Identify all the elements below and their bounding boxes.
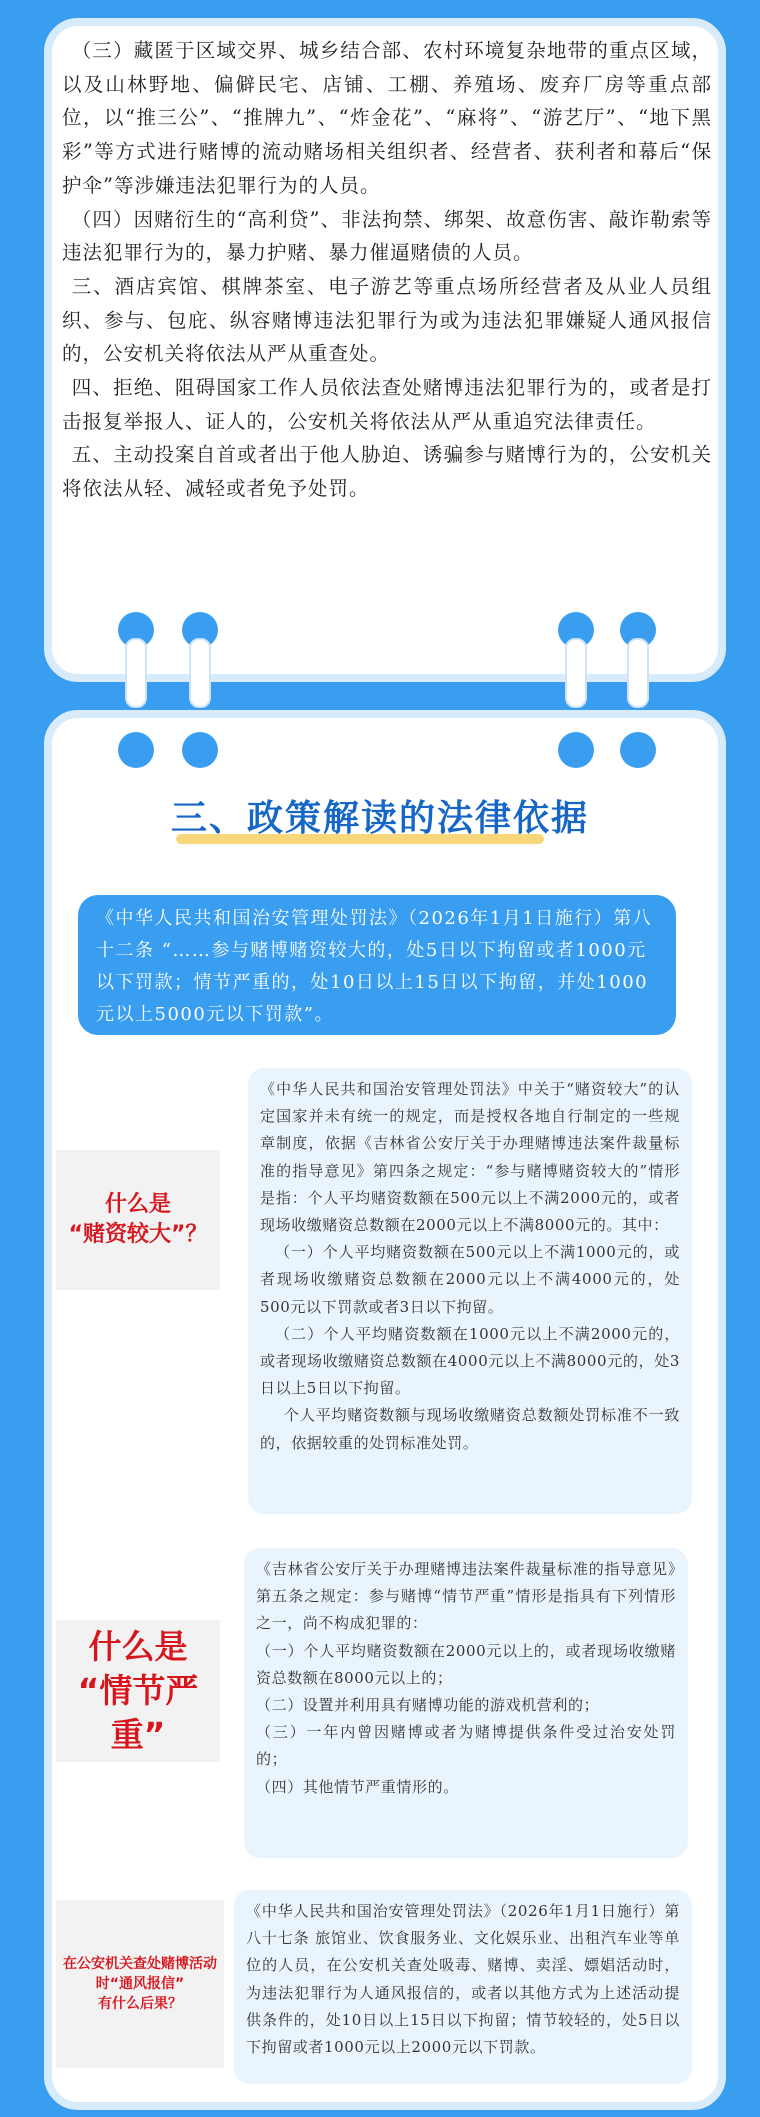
binder-ring	[125, 638, 147, 708]
answer-box-serious-circumstances	[244, 1548, 688, 1858]
top-text-block	[62, 34, 712, 506]
question-line: 什么是	[88, 1627, 188, 1666]
answer-paragraph: 《中华人民共和国治安管理处罚法》中关于“赌资较大”的认定国家并未有统一的规定，而是授权各地自行制定的一些规章制度，依据《吉林省公安厅关于办理赌博违法案件裁量标准的指导意见》第四条之规定：“参与赌博赌资较大的”情形是指：个人平均赌资数额在500元以上不满2000元的，或者现场收缴赌资总数额在2000元以上不满8000元的。其中：	[260, 1080, 680, 1235]
paragraph-clause-3: 三、酒店宾馆、棋牌茶室、电子游艺等重点场所经营者及从业人员组织、参与、包庇、纵容赌博违法犯罪行为或为违法犯罪嫌疑人通风报信的，公安机关将依法从严从重查处。	[62, 274, 712, 366]
binder-hole	[118, 732, 154, 768]
binder-ring	[565, 638, 587, 708]
paragraph-clause-5: 五、主动投案自首或者出于他人胁迫、诱骗参与赌博行为的，公安机关将依法从轻、减轻或者免予处罚。	[62, 443, 712, 501]
answer-paragraph: （一）个人平均赌资数额在500元以上不满1000元的，或者现场收缴赌资总数额在2000元以上不满4000元的，处500元以下罚款或者3日以下拘留。	[260, 1243, 680, 1316]
binder-hole	[182, 732, 218, 768]
question-label-gambling-amount	[56, 1150, 220, 1290]
answer-paragraph: 《中华人民共和国治安管理处罚法》（2026年1月1日施行）第八十七条 旅馆业、饮食服务业、文化娱乐业、出租汽车业等单位的人员，在公安机关查处吸毒、赌博、卖淫、嫖娼活动时，为违法犯罪行为人通风报信的，或者以其他方式为上述活动提供条件的，处10日以上15日以下拘留；情节较轻的，处5日以下拘留或者1000元以上2000元以下罚款。	[246, 1902, 680, 2057]
question-line: 在公安机关查处赌博活动时“通风报信”	[63, 1956, 217, 1992]
answer-paragraph: （一）个人平均赌资数额在2000元以上的，或者现场收缴赌资总数额在8000元以上的；	[256, 1641, 676, 1687]
answer-paragraph: （四）其他情节严重情形的。	[256, 1777, 459, 1796]
answer-box-tip-off	[234, 1890, 692, 2084]
paragraph-item-3: （三）藏匿于区域交界、城乡结合部、农村环境复杂地带的重点区域，以及山林野地、偏僻民宅、店铺、工棚、养殖场、废弃厂房等重点部位，以“推三公”、“推牌九”、“炸金花”、“麻将”、“游艺厅”、“地下黑彩”等方式进行赌博的流动赌场相关组织者、经营者、获利者和幕后“保护伞”等涉嫌违法犯罪行为的人员。	[62, 39, 712, 197]
question-label-serious-circumstances	[56, 1620, 220, 1762]
question-line: 什么是	[104, 1192, 171, 1217]
answer-paragraph: （二）设置并利用具有赌博功能的游戏机营利的；	[256, 1696, 600, 1715]
question-line: “情节严重”	[77, 1671, 199, 1754]
binder-ring	[189, 638, 211, 708]
binder-ring	[627, 638, 649, 708]
paragraph-clause-4: 四、拒绝、阻碍国家工作人员依法查处赌博违法犯罪行为的，或者是打击报复举报人、证人的，公安机关将依法从严从重追究法律责任。	[62, 376, 712, 433]
answer-paragraph: 个人平均赌资数额与现场收缴赌资总数额处罚标准不一致的，依据较重的处罚标准处罚。	[260, 1406, 680, 1452]
answer-paragraph: 《吉林省公安厅关于办理赌博违法案件裁量标准的指导意见》第五条之规定：参与赌博“情节严重”情形是指具有下列情形之一，尚不构成犯罪的：	[256, 1560, 676, 1633]
question-label-tip-off	[56, 1900, 224, 2068]
answer-paragraph: （三）一年内曾因赌博或者为赌博提供条件受过治安处罚的；	[256, 1723, 676, 1769]
question-line: 有什么后果？	[98, 1996, 182, 2012]
answer-box-gambling-amount	[248, 1068, 692, 1514]
binder-hole	[558, 732, 594, 768]
section-title: 三、政策解读的法律依据	[170, 798, 589, 839]
question-line: “赌资较大”？	[68, 1222, 208, 1247]
law-quote-box: 《中华人民共和国治安管理处罚法》（2026年1月1日施行）第八十二条 “……参与赌博赌资较大的，处5日以下拘留或者1000元以下罚款；情节严重的，处10日以上15日以下拘留，并处1000元以上5000元以下罚款”。	[78, 895, 676, 1035]
binder-hole	[620, 732, 656, 768]
answer-paragraph: （二）个人平均赌资数额在1000元以上不满2000元的，或者现场收缴赌资总数额在4000元以上不满8000元的，处3日以上5日以下拘留。	[260, 1324, 680, 1398]
paragraph-item-4: （四）因赌衍生的“高利贷”、非法拘禁、绑架、故意伤害、敲诈勒索等违法犯罪行为的，暴力护赌、暴力催逼赌债的人员。	[62, 207, 712, 265]
